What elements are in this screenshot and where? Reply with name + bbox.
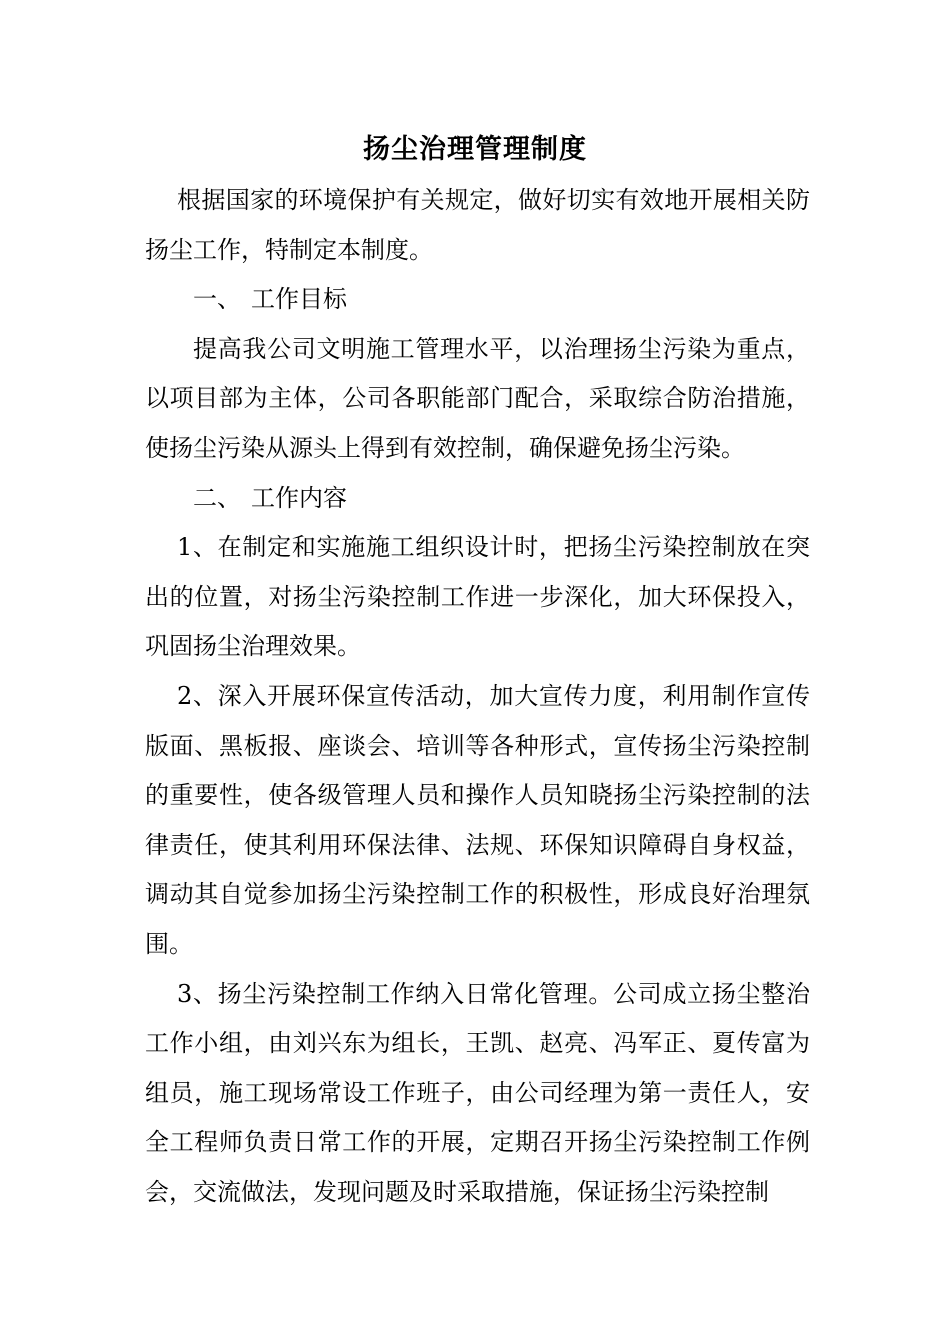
content-item-2: 2、深入开展环保宣传活动，加大宣传力度，利用制作宣传版面、黑板报、座谈会、培训等各种形式，宣传扬尘污染控制的重要性，使各级管理人员和操作人员知晓扬尘污染控制的法律责任，使其利用环保法律、法规、环保知识障碍自身权益，调动其自觉参加扬尘污染控制工作的积极性，形成良好治理氛围。 [145,681,810,958]
content-item-1: 1、在制定和实施施工组织设计时，把扬尘污染控制放在突出的位置，对扬尘污染控制工作进一步深化，加大环保投入，巩固扬尘治理效果。 [145,533,810,661]
section-heading-text: 工作内容 [251,483,347,512]
section-heading-text: 工作目标 [251,285,347,314]
document-body [145,176,810,1217]
section-heading-1 [145,275,810,325]
section-number: 一、 [193,285,241,314]
section-number: 二、 [193,483,241,512]
document-title: 扬尘治理管理制度 [363,134,587,165]
intro-paragraph: 根据国家的环境保护有关规定，做好切实有效地开展相关防扬尘工作，特制定本制度。 [145,186,810,264]
content-item-3: 3、扬尘污染控制工作纳入日常化管理。公司成立扬尘整治工作小组，由刘兴东为组长，王凯、赵亮、冯军正、夏传富为组员，施工现场常设工作班子，由公司经理为第一责任人，安全工程师负责日常工作的开展，定期召开扬尘污染控制工作例会，交流做法，发现问题及时采取措施，保证扬尘污染控制 [145,979,810,1206]
section-1-paragraph: 提高我公司文明施工管理水平，以治理扬尘污染为重点，以项目部为主体，公司各职能部门配合，采取综合防治措施，使扬尘污染从源头上得到有效控制，确保避免扬尘污染。 [145,334,810,462]
section-heading-2 [145,474,810,524]
